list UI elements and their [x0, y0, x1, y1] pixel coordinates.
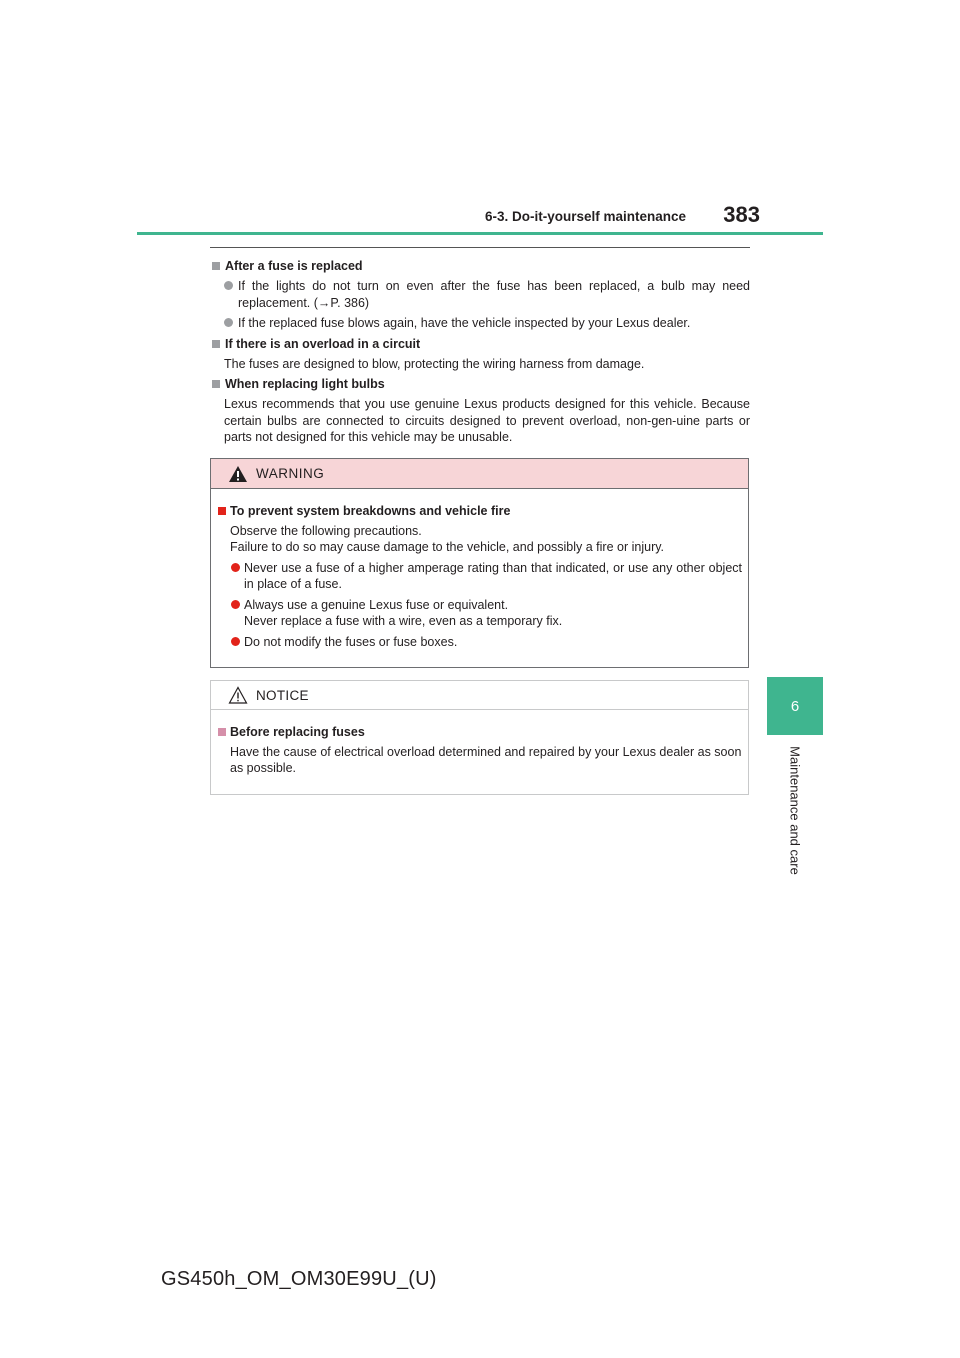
- square-bullet-icon: [212, 262, 220, 270]
- warning-title: WARNING: [256, 466, 325, 481]
- list-item: [210, 315, 750, 332]
- circle-bullet-icon: [224, 281, 233, 290]
- section-after-fuse-replaced: [210, 258, 750, 332]
- section-heading-text: If there is an overload in a circuit: [225, 336, 421, 351]
- circle-bullet-icon: [231, 563, 240, 572]
- header-rule: [137, 232, 823, 235]
- warning-heading: [216, 503, 742, 520]
- chapter-tab: [767, 677, 823, 735]
- notice-header: [211, 681, 748, 710]
- list-item-text: Always use a genuine Lexus fuse or equivalent.: [244, 597, 509, 612]
- notice-heading: [216, 724, 742, 741]
- circle-bullet-icon: [231, 600, 240, 609]
- chapter-title: Maintenance and care: [787, 746, 803, 875]
- list-item: [216, 560, 742, 593]
- circle-bullet-icon: [231, 637, 240, 646]
- notice-text: Have the cause of electrical overload determined and repaired by your Lexus dealer as soon as possible.: [230, 744, 742, 775]
- list-item: [216, 634, 742, 651]
- warning-heading-text: To prevent system breakdowns and vehicle fire: [230, 504, 511, 518]
- list-item-text: If the replaced fuse blows again, have the vehicle inspected by your Lexus dealer.: [238, 316, 691, 330]
- list-item: [216, 597, 742, 630]
- section-paragraph: Lexus recommends that you use genuine Lexus products designed for this vehicle. Because certain bulbs are connected to circuits designed to prevent overload, non-gen-uine parts or parts not designed for this vehicle may be unusable.: [224, 397, 750, 444]
- warning-body: [211, 489, 748, 650]
- list-item-text: Never replace a fuse with a wire, even as a temporary fix.: [244, 614, 563, 628]
- document-code: GS450h_OM_OM30E99U_(U): [161, 1268, 437, 1290]
- section-heading-text: When replacing light bulbs: [225, 377, 385, 391]
- list-item-text: Never use a fuse of a higher amperage rating than that indicated, or use any other object in place of a fuse.: [244, 560, 742, 591]
- content-top-rule: [210, 247, 750, 248]
- square-bullet-icon: [218, 728, 226, 736]
- section-paragraph: The fuses are designed to blow, protecting the wiring harness from damage.: [224, 356, 645, 371]
- chapter-number: 6: [790, 697, 800, 715]
- section-heading: [210, 376, 750, 393]
- page-number: 383: [723, 202, 760, 227]
- list-item: [210, 278, 750, 311]
- square-bullet-icon: [218, 507, 226, 515]
- main-content: [210, 258, 750, 450]
- section-heading: [210, 336, 750, 353]
- square-bullet-icon: [212, 340, 220, 348]
- square-bullet-icon: [212, 380, 220, 388]
- notice-body: [211, 710, 748, 777]
- notice-heading-text: Before replacing fuses: [230, 725, 365, 739]
- warning-intro: Observe the following precautions.: [230, 523, 422, 538]
- section-light-bulbs: [210, 376, 750, 446]
- warning-header: [211, 459, 748, 489]
- section-heading-text: After a fuse is replaced: [225, 259, 363, 273]
- circle-bullet-icon: [224, 318, 233, 327]
- warning-box: [210, 458, 749, 668]
- section-overload: [210, 336, 750, 373]
- notice-title: NOTICE: [256, 687, 309, 703]
- list-item-text: If the lights do not turn on even after the fuse has been replaced, a bulb may need replacement. (→P. 386): [238, 279, 750, 310]
- warning-intro-2: Failure to do so may cause damage to the vehicle, and possibly a fire or injury.: [230, 540, 665, 554]
- list-item-text: Do not modify the fuses or fuse boxes.: [244, 634, 458, 649]
- notice-box: [210, 680, 749, 795]
- caution-triangle-icon: [228, 686, 248, 704]
- section-title: 6-3. Do-it-yourself maintenance: [484, 209, 686, 224]
- warning-triangle-icon: [228, 465, 248, 483]
- section-heading: [210, 258, 750, 275]
